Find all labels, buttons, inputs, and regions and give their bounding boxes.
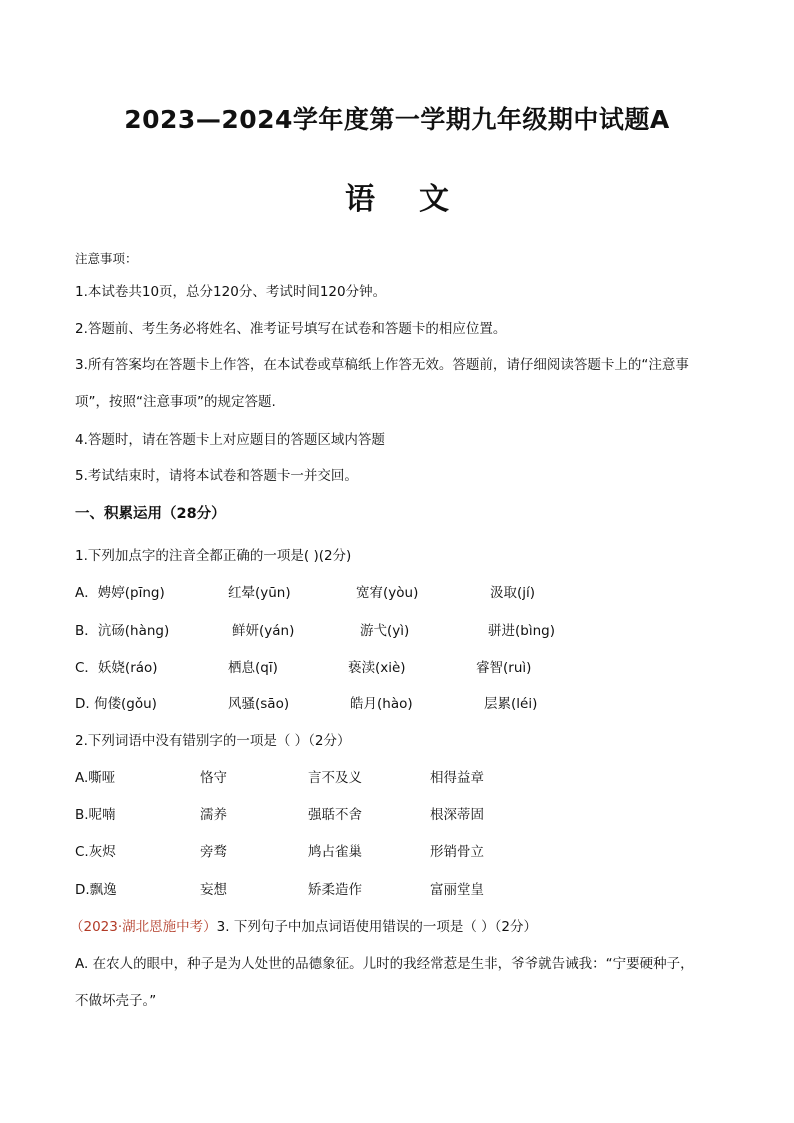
q1-d-1: D. 佝偻(gǒu) <box>75 696 157 712</box>
q1-c-4: 睿智(ruì) <box>476 660 532 676</box>
q1-a-3: 宽宥(yòu) <box>356 585 419 601</box>
notice-heading: 注意事项： <box>75 251 138 266</box>
q3-stem: 3. 下列句子中加点词语使用错误的一项是（ ）（2分） <box>216 919 537 935</box>
q2-b-1: B.呢喃 <box>75 807 116 823</box>
q1-b-4: 骈进(bìng) <box>488 623 555 639</box>
exam-title: 2023—2024学年度第一学期九年级期中试题A <box>124 105 670 134</box>
q2-c-1: C.灰烬 <box>75 844 116 860</box>
q1-stem: 1.下列加点字的注音全都正确的一项是( )(2分) <box>75 548 352 564</box>
q2-c-2: 旁骛 <box>200 844 227 860</box>
q2-b-2: 濡养 <box>200 807 227 823</box>
q1-b-3: 游弋(yì) <box>360 623 410 639</box>
q2-a-3: 言不及义 <box>308 770 362 786</box>
q3-option-a-line1: A. 在农人的眼中，种子是为人处世的品德象征。儿时的我经常惹是生非，爷爷就告诫我：“宁要硬种子， <box>75 956 694 972</box>
notice-item-3-cont: 项”，按照“注意事项”的规定答题. <box>75 394 276 410</box>
notice-item-4: 4.答题时，请在答题卡上对应题目的答题区域内答题 <box>75 432 385 448</box>
q1-d-3: 皓月(hào) <box>350 696 413 712</box>
q2-a-4: 相得益章 <box>430 770 484 786</box>
notice-item-1: 1.本试卷共10页，总分120分、考试时间120分钟。 <box>75 284 387 300</box>
subject-title: 语文 <box>345 182 493 217</box>
q1-d-2: 风骚(sāo) <box>228 696 290 712</box>
q3-option-a-line2: 不做坏壳子。” <box>75 993 157 1009</box>
q1-c-3: 亵渎(xiè) <box>348 660 406 676</box>
q2-d-2: 妄想 <box>200 882 227 898</box>
notice-item-2: 2.答题前、考生务必将姓名、准考证号填写在试卷和答题卡的相应位置。 <box>75 321 507 337</box>
q1-b-1: B．沆砀(hàng) <box>75 623 170 639</box>
q1-a-1: A．娉婷(pīng) <box>75 585 165 601</box>
q2-c-3: 鸠占雀巢 <box>308 844 362 860</box>
q2-a-1: A.嘶哑 <box>75 770 116 786</box>
q1-c-2: 栖息(qī) <box>228 660 278 676</box>
q2-a-2: 恪守 <box>200 770 227 786</box>
q2-c-4: 形销骨立 <box>430 844 484 860</box>
q1-d-4: 层累(léi) <box>484 696 538 712</box>
q2-b-4: 根深蒂固 <box>430 807 484 823</box>
q2-d-1: D.飘逸 <box>75 882 117 898</box>
q3-stem-line <box>70 915 537 935</box>
notice-item-5: 5.考试结束时，请将本试卷和答题卡一并交回。 <box>75 468 358 484</box>
q3-source: （2023·湖北恩施中考） <box>70 919 217 935</box>
notice-item-3: 3.所有答案均在答题卡上作答，在本试卷或草稿纸上作答无效。答题前，请仔细阅读答题卡上的“注意事 <box>75 357 689 373</box>
q1-c-1: C．妖娆(ráo) <box>75 660 158 676</box>
q1-a-2: 红晕(yūn) <box>228 585 291 601</box>
q2-b-3: 强聒不舍 <box>308 807 362 823</box>
q1-b-2: 鲜妍(yán) <box>232 623 295 639</box>
section-heading: 一、积累运用（28分） <box>75 506 226 522</box>
q2-d-4: 富丽堂皇 <box>430 882 484 898</box>
q2-d-3: 矫柔造作 <box>308 882 362 898</box>
q2-stem: 2.下列词语中没有错别字的一项是（ ）（2分） <box>75 733 351 749</box>
q1-a-4: 汲取(jí) <box>490 585 536 601</box>
